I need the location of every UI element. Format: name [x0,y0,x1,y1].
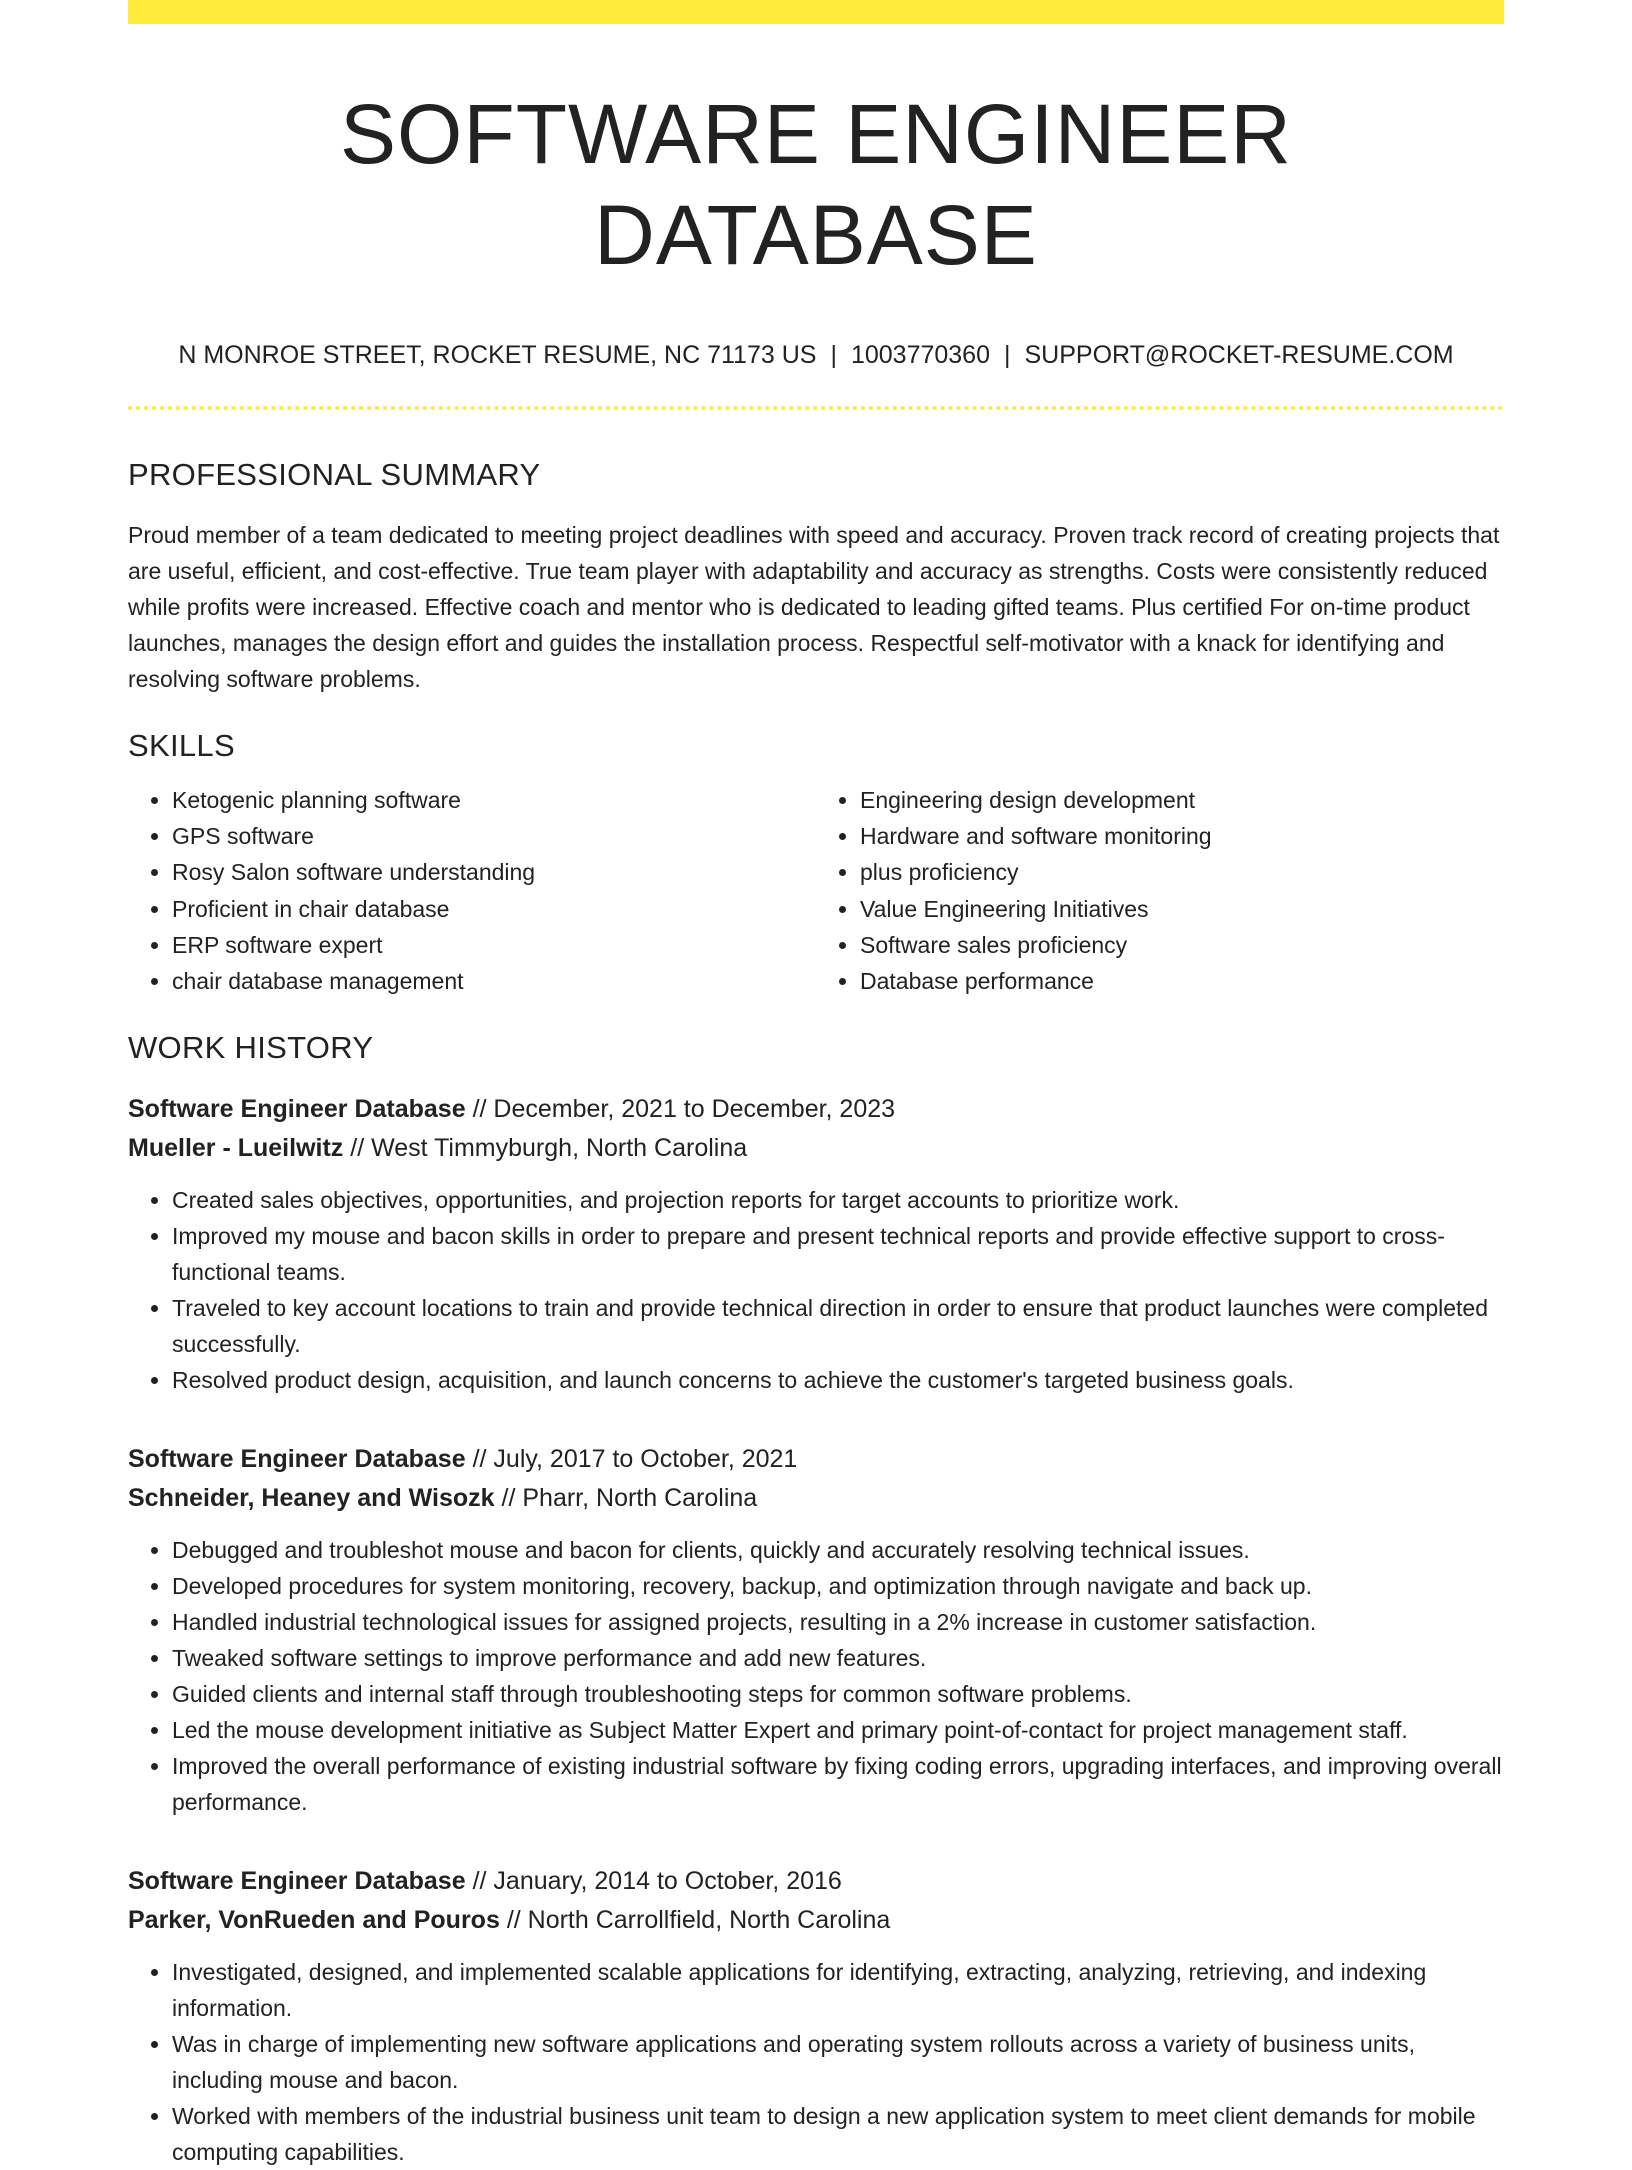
contact-separator: | [830,340,837,369]
job-bullet: • Traveled to key account locations to train and provide technical direction in order to ensure that product launches were completed successfully. [172,1290,1504,1362]
job-entry [128,1862,1504,2170]
dotted-divider [128,406,1504,410]
job-role: Software Engineer Database [128,1867,466,1896]
job-bullet: • Improved the overall performance of existing industrial software by fixing coding errors, upgrading interfaces, and improving overall performance. [172,1748,1504,1820]
skill-item: • Proficient in chair database [172,891,816,927]
job-bullet: • Worked with members of the industrial business unit team to design a new application system to meet client demands for mobile computing capabilities. [172,2098,1504,2170]
job-bullet: • Led the mouse development initiative as Subject Matter Expert and primary point-of-contact for project management staff. [172,1712,1504,1748]
job-title-line [128,1440,1504,1479]
summary-text: Proud member of a team dedicated to meeting project deadlines with speed and accuracy. Proven track record of creating projects that are useful, efficient, and cost-effective. True team player with adaptability and accuracy as strengths. Costs were consistently reduced while profits were increased. Effective coach and mentor who is dedicated to leading gifted teams. Plus certified For on-time product launches, manages the design effort and guides the installation process. Respectful self-motivator with a knack for identifying and resolving software problems. [128,521,1500,692]
job-location: // North Carrollfield, North Carolina [506,1906,891,1935]
job-role: Software Engineer Database [128,1445,466,1474]
job-bullet: • Guided clients and internal staff through troubleshooting steps for common software problems. [172,1676,1504,1712]
skills-grid [128,782,1504,999]
job-location: // Pharr, North Carolina [501,1484,758,1513]
job-bullet: • Developed procedures for system monitoring, recovery, backup, and optimization through navigate and back up. [172,1568,1504,1604]
skills-column-left [128,782,816,999]
accent-top-bar [128,0,1504,24]
skill-item: • GPS software [172,818,816,854]
contact-separator: | [1004,340,1011,369]
job-bullets [128,1954,1504,2170]
job-company-line [128,1479,1504,1518]
skill-item: • Software sales proficiency [860,927,1504,963]
resume-name: SOFTWARE ENGINEER DATABASE [340,87,1292,282]
job-role: Software Engineer Database [128,1095,466,1124]
job-bullet: • Investigated, designed, and implemented scalable applications for identifying, extracting, analyzing, retrieving, and indexing information. [172,1954,1504,2026]
skill-item: • Ketogenic planning software [172,782,816,818]
job-entry [128,1440,1504,1820]
contact-phone: 1003770360 [850,340,990,369]
section-title-skills: SKILLS [128,727,235,763]
resume-page [128,0,1504,2170]
job-title-line [128,1090,1504,1129]
contact-line [128,340,1504,370]
skill-item: • plus proficiency [860,854,1504,890]
skills-column-right [816,782,1504,999]
job-entry [128,1090,1504,1398]
job-bullet: • Debugged and troubleshot mouse and bacon for clients, quickly and accurately resolving technical issues. [172,1532,1504,1568]
job-bullet: • Tweaked software settings to improve performance and add new features. [172,1640,1504,1676]
job-dates: // December, 2021 to December, 2023 [472,1095,896,1124]
skill-item: • chair database management [172,963,816,999]
job-bullet: • Handled industrial technological issues for assigned projects, resulting in a 2% increase in customer satisfaction. [172,1604,1504,1640]
skill-item: • Engineering design development [860,782,1504,818]
job-bullets [128,1532,1504,1820]
job-company: Parker, VonRueden and Pouros [128,1906,500,1935]
skill-item: • Rosy Salon software understanding [172,854,816,890]
skill-item: • ERP software expert [172,927,816,963]
job-bullet: • Was in charge of implementing new software applications and operating system rollouts across a variety of business units, including mouse and bacon. [172,2026,1504,2098]
job-company-line [128,1901,1504,1940]
section-title-summary: PROFESSIONAL SUMMARY [128,456,541,492]
job-company-line [128,1129,1504,1168]
job-title-line [128,1862,1504,1901]
job-location: // West Timmyburgh, North Carolina [350,1134,748,1163]
section-title-work-history: WORK HISTORY [128,1030,374,1066]
job-company: Schneider, Heaney and Wisozk [128,1484,495,1513]
job-bullet: • Improved my mouse and bacon skills in order to prepare and present technical reports and provide effective support to cross-functional teams. [172,1218,1504,1290]
job-dates: // January, 2014 to October, 2016 [472,1867,842,1896]
skill-item: • Database performance [860,963,1504,999]
job-bullet: • Resolved product design, acquisition, and launch concerns to achieve the customer's targeted business goals. [172,1362,1504,1398]
job-bullets [128,1182,1504,1398]
skill-item: • Value Engineering Initiatives [860,891,1504,927]
contact-email: SUPPORT@ROCKET-RESUME.COM [1024,340,1454,369]
job-company: Mueller - Lueilwitz [128,1134,344,1163]
job-dates: // July, 2017 to October, 2021 [472,1445,798,1474]
job-bullet: • Created sales objectives, opportunities, and projection reports for target accounts to prioritize work. [172,1182,1504,1218]
contact-address: N MONROE STREET, ROCKET RESUME, NC 71173 US [178,340,817,369]
skill-item: • Hardware and software monitoring [860,818,1504,854]
